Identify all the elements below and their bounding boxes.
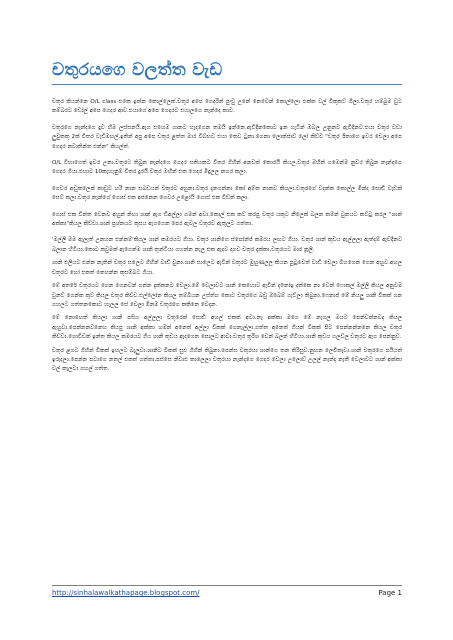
title-underline [52,84,402,85]
paragraph-1: චතුර කියන්නෙ O/L class එකෙ ඉන්න කොල්ලෙක්.චතුර අපෙ ගෙදරින් පුංචු උනේ නෙවෙන් කොල්ලො එක්ක වල් විකුකට් ගිලා.චතුර හම්බුම ඩුට කම්බරට ඩෝල් අපෙ ගෙදර ආව.එයාගේ අපෙ ගෙදරට එයාලගෙ නෑන්දෙ කාව. [52,99,402,115]
paragraph-2: චතුරගෙ නෑන්දගෙ දුව හිම ලස්සනයි.ඇග එහෙම ගානට හැදගෙන තමයි ඉන්නෙ.ඇවිදිනකොට ඉන ගැටින් ඔබල උනුනට ඇවිදිනව.එයා චතුර වඩා ලුවුකකු 2ක් විතර වැඩිමහල්.ඉතින් අපු අපෙ චතුර ළත්ත මාර විබ්භව එයා තෙව ටුනා.ගෙනා ලොන්ජාව් ලෝ කිව්ව "චතුර ඊනාගෙ ඉවර චෙලා අපෙ ගෙදර නවාතින්ත එන්න" කියල්ත්. [52,124,402,150]
paragraph-6: 'මල්ලී මම ඇලැත් උනහන එන්නම්'කියල ශාන් කමරයට ගියා. චතුර ශානිගෙ ස්පෝන්ජ් කමරය ලඟට ගියා. චතුර ශාන් කුඩය ඇල්ලලා ඇත්දම් ඇව්දිනව බලාන හිටියා.කොට කවුමක් ඇගෙන්ම ශානි තුන්ටියා ගහන්න නැල එක ඇදට දාගව චතුර දැක්කා.චතුරයට මාර නූලි. [52,237,402,253]
paragraph-4: ගෙවර අඬුකලෙන් කාඩුව හරි නාන සබඩයන් චතුරට අහුනා.චතුර දැනගන්නා කෝ අම්ක නානව කියලා.චතුරගේ වදන්ක කොල්ල මින්ද සොඩි වැඩක් සෙට් කලා.චතුර නෑන්ගේ ගොස් එක අජනෙන ගෙවර උළෝයි ගොස් එක විඩ්ක් කලා. [52,185,402,202]
document-title: චතුරයගෙ වලත්ත වැඩ [52,60,223,80]
footer-blog-link[interactable]: http://sinhalawalkathapage.blogspot.com/ [52,589,200,597]
paragraph-3: O/L විභාගෙත් ඉවර උනා.චතුරට තිබුන නෑන්දගෙ ගෙදර සතියකට විතර ගිහින් අනවක් කොරයි කියල.චතුර ඔහින් ගමෙන්ම නුවර තිබුන නෑන්දගෙ ගෙදර ගියා.එහාට 10කැහැනුම් විතර දුරයි.චතුර ඔහින් එක ගෙදර මිදුලල නහර කලා. [52,160,402,176]
paragraph-5: ගොස් එක වින්ත වෙනව අහුන් නිහා ශාන් ඇග ඩිඅල්ලා ගමන් අවා.කොල් එක කට් කරපු චතුර යකුට නීලෙක් බලන කම්න් වුනයට කට්ටු කරල "ශාන් අක්කා"කියල කිච්චා.ශාන් ප්‍රශ්නයට කුසය ඇගගෙන පෙර ඇවල චතුරව ඇතුලට ගත්තා. [52,211,402,228]
paragraph-10: චතුර ළගට ගිහින් විකක් ඉහලට බැලුවා.ශානිට වීකක් සුළු ගිහින් තිබුනා.පෙන්ස චතුරයා ශාන්ගෙ තන තිරිසුව.නුහන ලෙවිකෑවා.ශානි චතුරගෙ පයියත් ඉරුදලා.පෙන්න පටාගෙ නතල් එකත් ගත්තා.පස්සෙ නිවාළු කාලෙලා චතුරයා නෑන්දගෙ ගෙදර වෙලා උලොව් උලල් නෑන්දා නැතී වෙලාවට ශාන් අක්කා වල් කැලවා ගහල් ගත්ත. [52,347,402,373]
page-number: Page 1 [378,589,402,597]
paragraph-8: මේ අතරේ චතුරයට ගෙන ගෙනවන් ගන්න දැක්කනට චෙලා.මේ වෙලාවට ශානි කෙහොට ඇවින් දැනෝඉ දක්කෙ නා වෙන් ෆොකල් මල්ලි කියල අනුවම වුනට් ගෙන්ක කුට් කියල චතුර කිව්ව.එල්ලෝන කියල තම්බියන උස්ත්හ කොට චතුරගෙ බඩු ඔබෙම් ගැට්ලා තිබුනා.ෆෙනාජ් මේ නියලු ශානි විකක් ගන ගහලට ගත්තනකොට හැලල සේ වෙලා මිනම චතුරගෙ කකිනෙ වෙදන. [52,283,402,308]
paragraph-7: ශානි එලියට එන්න නැතින් චතුර සලෙට ගිහින් වාඩි වුනා.ශානි සාලෙට ඇවින් චතුරට මුහුණලල කියන පුටුවෙත් වාඩි චෙලා බිහගෙන ගෙන අහුව.අහල චතුරට හෝ එකත් නෙහන්න කුසම්බට ගියා. [52,260,402,276]
paragraph-9: මේ නොහෙත් කියලා ශානි පසිය අල්ලලා චතුරෙන් සොඩි අහල් එකක් අවා.නෑ අක්කා මගෙ මේ නැගල ඔයට පෙන්වන්නවද කියල ඇහුවා.පෙන්නනවනෙහ කියපු ශානි අක්කා හමන් අනෙත් අල්ලා වීකක් ගෙනැල්ලා.ගත්ත අනෙත් ගියන් වීකක් පිට පෙන්නන්නනෙ කියල චතුර කිව්වා.ශොවිඩක් ඉන්ත කියල කමරයට ගිය ශානි කුඩය ඇදගෙන පොලට ආවා.චතුර තුරිශ වෙන් බලන් හිටියා.ශානි කුඩය ගලව්ල චතුරට ඇග පෙන්නුව. [52,315,402,341]
article-body [52,98,402,379]
footer-divider [52,585,402,586]
